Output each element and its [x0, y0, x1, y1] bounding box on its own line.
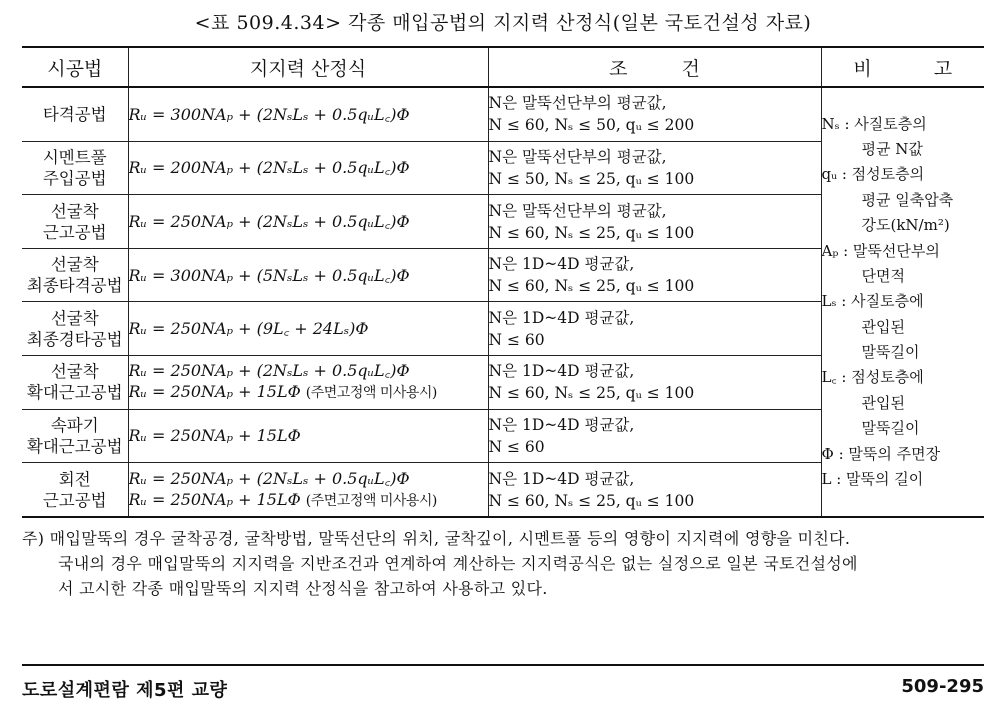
remarks-cell: [821, 87, 984, 517]
note-line: 말뚝길이: [861, 419, 920, 438]
method-name: 시멘트풀: [42, 147, 107, 167]
condition-text: N은 1D~4D 평균값,: [488, 308, 635, 327]
condition-text: N은 말뚝선단부의 평균값,: [488, 94, 667, 113]
formula-cell: [128, 356, 488, 410]
method-name: 근고공법: [42, 222, 107, 242]
method-cell: [22, 195, 128, 249]
header-remarks: 비 고: [821, 47, 984, 87]
condition-cell: [488, 87, 821, 141]
condition-cell: [488, 409, 821, 463]
page-number: 509-295: [901, 676, 984, 697]
method-cell: [22, 463, 128, 517]
method-name: 속파기: [50, 415, 99, 435]
formula-text: Rᵤ = 200NAₚ + (2NₛLₛ + 0.5qᵤL꜀)Φ: [128, 158, 410, 178]
formula-text: Rᵤ = 300NAₚ + (5NₛLₛ + 0.5qᵤL꜀)Φ: [128, 265, 410, 285]
footer-book-title: 도로설계편람 제5편 교량: [22, 680, 228, 701]
condition-cell: [488, 356, 821, 410]
formula-text: Rᵤ = 250NAₚ + (2NₛLₛ + 0.5qᵤL꜀)Φ: [128, 361, 410, 381]
formula-cell: [128, 302, 488, 356]
note-line: 말뚝길이: [861, 343, 920, 362]
condition-text: N은 1D~4D 평균값,: [488, 255, 635, 274]
formula-text: Rᵤ = 250NAₚ + 15LΦ: [128, 489, 301, 509]
method-name: 주입공법: [42, 168, 107, 188]
note-line: Nₛ : 사질토층의: [821, 114, 927, 133]
footnote-line: 주) 매입말뚝의 경우 굴착공경, 굴착방법, 말뚝선단의 위치, 굴착깊이, 시멘트풀 등의 영향이 지지력에 영향을 미친다.: [22, 529, 851, 548]
header-condition: 조 건: [488, 47, 821, 87]
note-line: qᵤ : 점성토층의: [821, 165, 925, 184]
method-name: 최종경타공법: [26, 329, 123, 349]
condition-limits: N ≤ 60: [488, 330, 545, 349]
note-line: 강도(kN/m²): [861, 216, 950, 235]
condition-cell: [488, 195, 821, 249]
method-name: 회전: [58, 469, 91, 489]
condition-limits: N ≤ 60, Nₛ ≤ 50, qᵤ ≤ 200: [488, 116, 695, 135]
condition-cell: [488, 141, 821, 195]
formula-cell: [128, 463, 488, 517]
condition-limits: N ≤ 50, Nₛ ≤ 25, qᵤ ≤ 100: [488, 169, 695, 188]
formula-text: Rᵤ = 250NAₚ + 15LΦ: [128, 382, 301, 402]
formula-text: Rᵤ = 250NAₚ + (9L꜀ + 24Lₛ)Φ: [128, 319, 369, 339]
footnote-line: 국내의 경우 매입말뚝의 지지력을 지반조건과 연계하여 계산하는 지지력공식은 없는 실정으로 일본 국토건설성에: [58, 554, 858, 573]
method-name: 최종타격공법: [26, 276, 123, 296]
formula-cell: [128, 141, 488, 195]
note-line: Φ : 말뚝의 주면장: [821, 444, 941, 463]
condition-text: N은 1D~4D 평균값,: [488, 362, 635, 381]
condition-limits: N ≤ 60, Nₛ ≤ 25, qᵤ ≤ 100: [488, 384, 695, 403]
method-cell: [22, 302, 128, 356]
method-cell: [22, 248, 128, 302]
condition-limits: N ≤ 60, Nₛ ≤ 25, qᵤ ≤ 100: [488, 277, 695, 296]
method-name: 선굴착: [50, 308, 99, 328]
header-method: 시공법: [22, 47, 128, 87]
note-line: 평균 일축압축: [861, 190, 954, 209]
method-name: 타격공법: [42, 104, 107, 124]
formula-text: Rᵤ = 300NAₚ + (2NₛLₛ + 0.5qᵤL꜀)Φ: [128, 104, 410, 124]
formula-cell: [128, 195, 488, 249]
note-line: L : 말뚝의 길이: [821, 470, 924, 489]
condition-cell: [488, 248, 821, 302]
formula-text: Rᵤ = 250NAₚ + (2NₛLₛ + 0.5qᵤL꜀)Φ: [128, 212, 410, 232]
formula-alt-line: [129, 381, 488, 404]
note-line: 관입된: [861, 317, 905, 336]
condition-limits: N ≤ 60: [488, 437, 545, 456]
formula-note: (주면고정액 미사용시): [305, 492, 437, 509]
formula-cell: [128, 248, 488, 302]
condition-cell: [488, 463, 821, 517]
condition-cell: [488, 302, 821, 356]
formula-cell: [128, 87, 488, 141]
method-name: 선굴착: [50, 362, 99, 382]
method-cell: [22, 141, 128, 195]
header-formula: 지지력 산정식: [128, 47, 488, 87]
formula-text: Rᵤ = 250NAₚ + (2NₛLₛ + 0.5qᵤL꜀)Φ: [128, 468, 410, 488]
method-name: 선굴착: [50, 201, 99, 221]
condition-text: N은 말뚝선단부의 평균값,: [488, 147, 667, 166]
footer-divider: [22, 664, 984, 666]
method-cell: [22, 87, 128, 141]
table-header-row: [22, 47, 984, 87]
method-name: 확대근고공법: [26, 383, 123, 403]
condition-text: N은 말뚝선단부의 평균값,: [488, 201, 667, 220]
condition-text: N은 1D~4D 평균값,: [488, 415, 635, 434]
bearing-capacity-table: [22, 46, 984, 518]
table-caption: <표 509.4.34> 각종 매입공법의 지지력 산정식(일본 국토건설성 자료): [194, 12, 812, 34]
condition-text: N은 1D~4D 평균값,: [488, 469, 635, 488]
formula-text: Rᵤ = 250NAₚ + 15LΦ: [128, 426, 301, 446]
condition-limits: N ≤ 60, Nₛ ≤ 25, qᵤ ≤ 100: [488, 223, 695, 242]
footnote-line: 서 고시한 각종 매입말뚝의 지지력 산정식을 참고하여 사용하고 있다.: [58, 579, 548, 598]
footnote: [22, 526, 990, 601]
formula-alt-line: [129, 489, 488, 512]
method-name: 확대근고공법: [26, 436, 123, 456]
note-line: Aₚ : 말뚝선단부의: [821, 241, 940, 260]
note-line: Lₛ : 사질토층에: [821, 292, 924, 311]
note-line: 단면적: [861, 266, 905, 285]
note-line: 관입된: [861, 393, 905, 412]
condition-limits: N ≤ 60, Nₛ ≤ 25, qᵤ ≤ 100: [488, 491, 695, 510]
method-cell: [22, 409, 128, 463]
formula-cell: [128, 409, 488, 463]
method-name: 근고공법: [42, 490, 107, 510]
note-line: 평균 N값: [861, 139, 923, 158]
table-row: [22, 87, 984, 141]
note-line: L꜀ : 점성토층에: [821, 368, 924, 387]
method-cell: [22, 356, 128, 410]
method-name: 선굴착: [50, 255, 99, 275]
formula-note: (주면고정액 미사용시): [305, 385, 437, 402]
